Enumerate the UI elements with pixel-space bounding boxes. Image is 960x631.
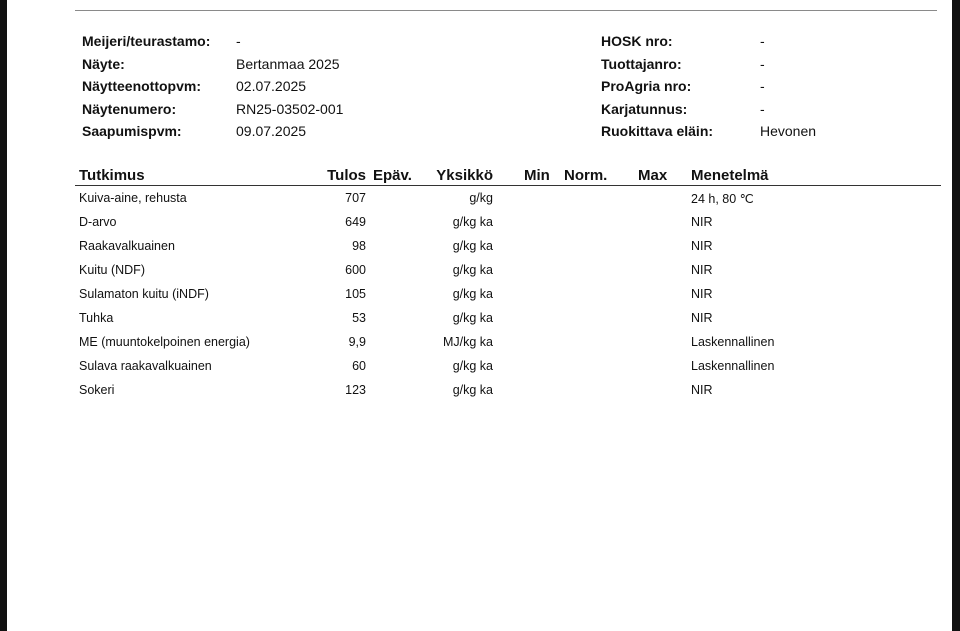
meta-value: Bertanmaa 2025 bbox=[236, 55, 340, 72]
test-method: NIR bbox=[691, 239, 713, 253]
meta-row bbox=[601, 98, 816, 121]
sample-info-left bbox=[82, 30, 343, 143]
meta-label: Saapumispvm: bbox=[82, 123, 182, 140]
meta-value: - bbox=[760, 55, 765, 72]
table-row bbox=[7, 234, 952, 258]
meta-value: 02.07.2025 bbox=[236, 78, 307, 95]
meta-value: 09.07.2025 bbox=[236, 123, 307, 140]
column-header-result: Tulos bbox=[327, 167, 366, 184]
column-header-norm: Norm. bbox=[564, 167, 608, 184]
column-header-min: Min bbox=[524, 167, 550, 184]
result-value: 123 bbox=[345, 383, 366, 397]
result-unit: g/kg bbox=[469, 191, 493, 205]
result-unit: MJ/kg ka bbox=[442, 335, 493, 349]
report-page bbox=[7, 0, 952, 631]
column-header-uncertainty: Epäv. bbox=[373, 167, 412, 184]
result-unit: g/kg ka bbox=[452, 383, 493, 397]
table-row bbox=[7, 330, 952, 354]
meta-label: Näyte: bbox=[82, 55, 125, 72]
table-row bbox=[7, 258, 952, 282]
column-header-unit: Yksikkö bbox=[436, 167, 493, 184]
meta-label: HOSK nro: bbox=[601, 33, 673, 50]
table-row bbox=[7, 210, 952, 234]
meta-label: Näytenumero: bbox=[82, 100, 177, 117]
result-value: 105 bbox=[345, 287, 366, 301]
meta-value: - bbox=[236, 33, 241, 50]
test-method: Laskennallinen bbox=[691, 359, 775, 373]
table-row bbox=[7, 378, 952, 402]
result-value: 600 bbox=[345, 263, 366, 277]
meta-row bbox=[82, 53, 343, 76]
meta-value: - bbox=[760, 78, 765, 95]
meta-row bbox=[82, 75, 343, 98]
test-method: NIR bbox=[691, 383, 713, 397]
test-name: Raakavalkuainen bbox=[79, 239, 175, 253]
meta-value: RN25-03502-001 bbox=[236, 100, 344, 117]
column-header-method: Menetelmä bbox=[691, 167, 769, 184]
test-name: D-arvo bbox=[79, 215, 117, 229]
test-name: Tuhka bbox=[79, 311, 114, 325]
table-row bbox=[7, 282, 952, 306]
result-unit: g/kg ka bbox=[452, 359, 493, 373]
meta-label: Ruokittava eläin: bbox=[601, 123, 714, 140]
results-table-header bbox=[7, 164, 952, 186]
meta-value: - bbox=[760, 100, 765, 117]
test-name: Kuiva-aine, rehusta bbox=[79, 191, 187, 205]
test-name: Kuitu (NDF) bbox=[79, 263, 145, 277]
meta-label: ProAgria nro: bbox=[601, 78, 692, 95]
top-divider bbox=[75, 10, 937, 11]
result-value: 98 bbox=[352, 239, 366, 253]
meta-row bbox=[601, 120, 816, 143]
meta-row bbox=[82, 120, 343, 143]
meta-value: - bbox=[760, 33, 765, 50]
column-header-test: Tutkimus bbox=[79, 167, 145, 184]
table-row bbox=[7, 306, 952, 330]
result-value: 60 bbox=[352, 359, 366, 373]
test-method: Laskennallinen bbox=[691, 335, 775, 349]
meta-row bbox=[82, 98, 343, 121]
table-row bbox=[7, 186, 952, 210]
result-unit: g/kg ka bbox=[452, 239, 493, 253]
meta-row bbox=[601, 30, 816, 53]
meta-label: Tuottajanro: bbox=[601, 55, 682, 72]
meta-row bbox=[82, 30, 343, 53]
result-unit: g/kg ka bbox=[452, 311, 493, 325]
test-name: Sokeri bbox=[79, 383, 115, 397]
result-value: 9,9 bbox=[348, 335, 366, 349]
meta-label: Karjatunnus: bbox=[601, 100, 688, 117]
result-value: 53 bbox=[352, 311, 366, 325]
column-header-max: Max bbox=[638, 167, 668, 184]
results-table-body bbox=[7, 186, 952, 402]
test-name: Sulamaton kuitu (iNDF) bbox=[79, 287, 209, 301]
test-name: ME (muuntokelpoinen energia) bbox=[79, 335, 250, 349]
test-name: Sulava raakavalkuainen bbox=[79, 359, 212, 373]
result-value: 707 bbox=[345, 191, 366, 205]
test-method: NIR bbox=[691, 311, 713, 325]
result-unit: g/kg ka bbox=[452, 263, 493, 277]
meta-row bbox=[601, 53, 816, 76]
result-value: 649 bbox=[345, 215, 366, 229]
test-method: 24 h, 80 ℃ bbox=[691, 192, 754, 206]
test-method: NIR bbox=[691, 287, 713, 301]
test-method: NIR bbox=[691, 215, 713, 229]
meta-row bbox=[601, 75, 816, 98]
test-method: NIR bbox=[691, 263, 713, 277]
meta-label: Meijeri/teurastamo: bbox=[82, 33, 211, 50]
result-unit: g/kg ka bbox=[452, 287, 493, 301]
table-row bbox=[7, 354, 952, 378]
sample-info-right bbox=[601, 30, 816, 143]
meta-value: Hevonen bbox=[760, 123, 817, 140]
result-unit: g/kg ka bbox=[452, 215, 493, 229]
meta-label: Näytteenottopvm: bbox=[82, 78, 202, 95]
